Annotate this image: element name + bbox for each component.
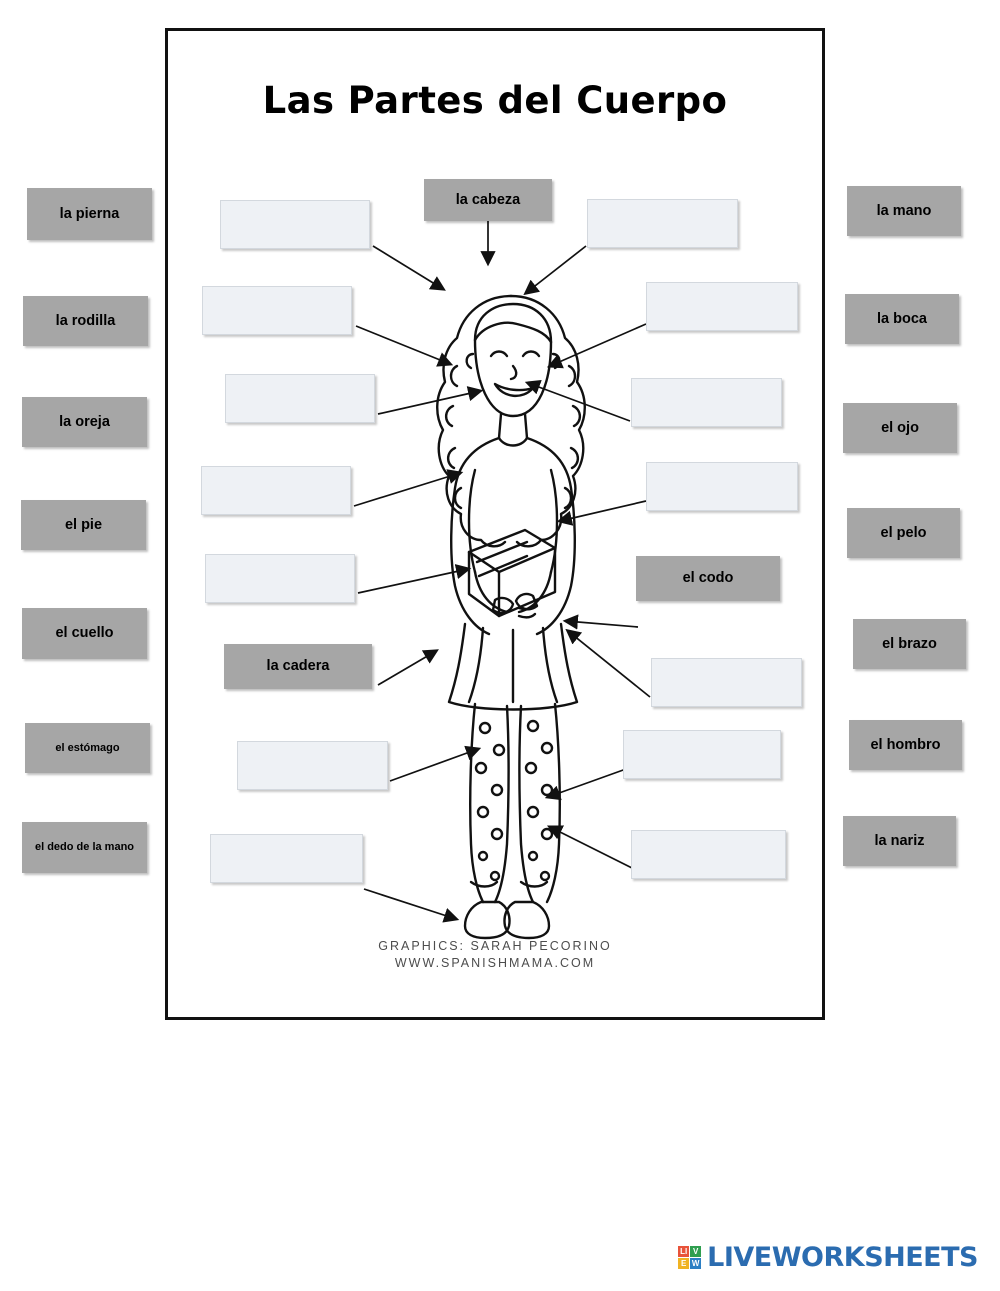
word-chip-label: el estómago <box>55 741 120 754</box>
word-chip-la-mano[interactable] <box>847 186 961 236</box>
word-chip-la-oreja[interactable] <box>22 397 147 447</box>
body-illustration <box>383 256 643 946</box>
word-chip-el-dedo-de-la-mano[interactable] <box>22 822 147 873</box>
worksheet-page <box>165 28 825 1020</box>
logo-letter-e: E <box>678 1258 689 1269</box>
drop-box-7[interactable] <box>201 466 351 515</box>
word-chip-la-boca[interactable] <box>845 294 959 344</box>
liveworksheets-logo-icon <box>678 1246 701 1269</box>
drop-box-8[interactable] <box>646 462 798 511</box>
drop-box-1[interactable] <box>220 200 370 249</box>
drop-box-2[interactable] <box>587 199 738 248</box>
logo-letter-v: V <box>690 1246 701 1257</box>
logo-letter-li: LI <box>680 1246 688 1256</box>
word-chip-label: la pierna <box>59 205 120 222</box>
word-chip-la-pierna[interactable] <box>27 188 152 240</box>
word-chip-el-cuello[interactable] <box>22 608 147 659</box>
word-chip-el-hombro[interactable] <box>849 720 962 770</box>
drop-box-14[interactable] <box>631 830 786 879</box>
word-chip-label: el brazo <box>882 635 937 652</box>
word-chip-la-nariz[interactable] <box>843 816 956 866</box>
drop-box-5[interactable] <box>225 374 375 423</box>
credits <box>168 936 822 973</box>
word-chip-label: la cabeza <box>455 191 521 208</box>
liveworksheets-brand: LIVEWORKSHEETS <box>707 1242 978 1273</box>
page-title: Las Partes del Cuerpo <box>262 79 728 122</box>
logo-letter-w: W <box>691 1258 700 1268</box>
word-chip-label: el dedo de la mano <box>34 841 135 854</box>
word-chip-label: el cuello <box>55 625 114 642</box>
credits-line-2: WWW.SPANISHMAMA.COM <box>394 956 596 970</box>
drop-box-4[interactable] <box>646 282 798 331</box>
word-chip-label: la cadera <box>266 658 330 675</box>
word-chip-el-ojo[interactable] <box>843 403 957 453</box>
word-chip-label: la mano <box>876 202 932 219</box>
word-chip-label: la boca <box>877 310 927 327</box>
word-chip-label: la rodilla <box>55 312 116 329</box>
drop-box-9[interactable] <box>205 554 355 603</box>
drop-box-6[interactable] <box>631 378 782 427</box>
word-chip-la-cadera[interactable] <box>224 644 372 689</box>
word-chip-label: el codo <box>682 570 734 587</box>
word-chip-el-brazo[interactable] <box>853 619 966 669</box>
drop-box-13[interactable] <box>210 834 363 883</box>
liveworksheets-footer[interactable] <box>678 1242 978 1273</box>
word-chip-label: la nariz <box>874 832 925 849</box>
word-chip-label: la oreja <box>59 413 110 430</box>
word-chip-label: el pelo <box>880 524 927 541</box>
drop-box-3[interactable] <box>202 286 352 335</box>
drop-box-12[interactable] <box>623 730 781 779</box>
word-chip-label: el hombro <box>870 736 941 753</box>
word-chip-label: el pie <box>64 516 103 533</box>
word-chip-label: el ojo <box>881 419 919 436</box>
word-chip-el-codo[interactable] <box>636 556 780 601</box>
word-chip-la-rodilla[interactable] <box>23 296 148 346</box>
credits-line-1: GRAPHICS: SARAH PECORINO <box>378 939 612 953</box>
word-chip-la-cabeza[interactable] <box>424 179 552 221</box>
drop-box-10[interactable] <box>651 658 802 707</box>
word-chip-el-pie[interactable] <box>21 500 146 550</box>
word-chip-el-pelo[interactable] <box>847 508 960 558</box>
drop-box-11[interactable] <box>237 741 388 790</box>
word-chip-el-estomago[interactable] <box>25 723 150 773</box>
